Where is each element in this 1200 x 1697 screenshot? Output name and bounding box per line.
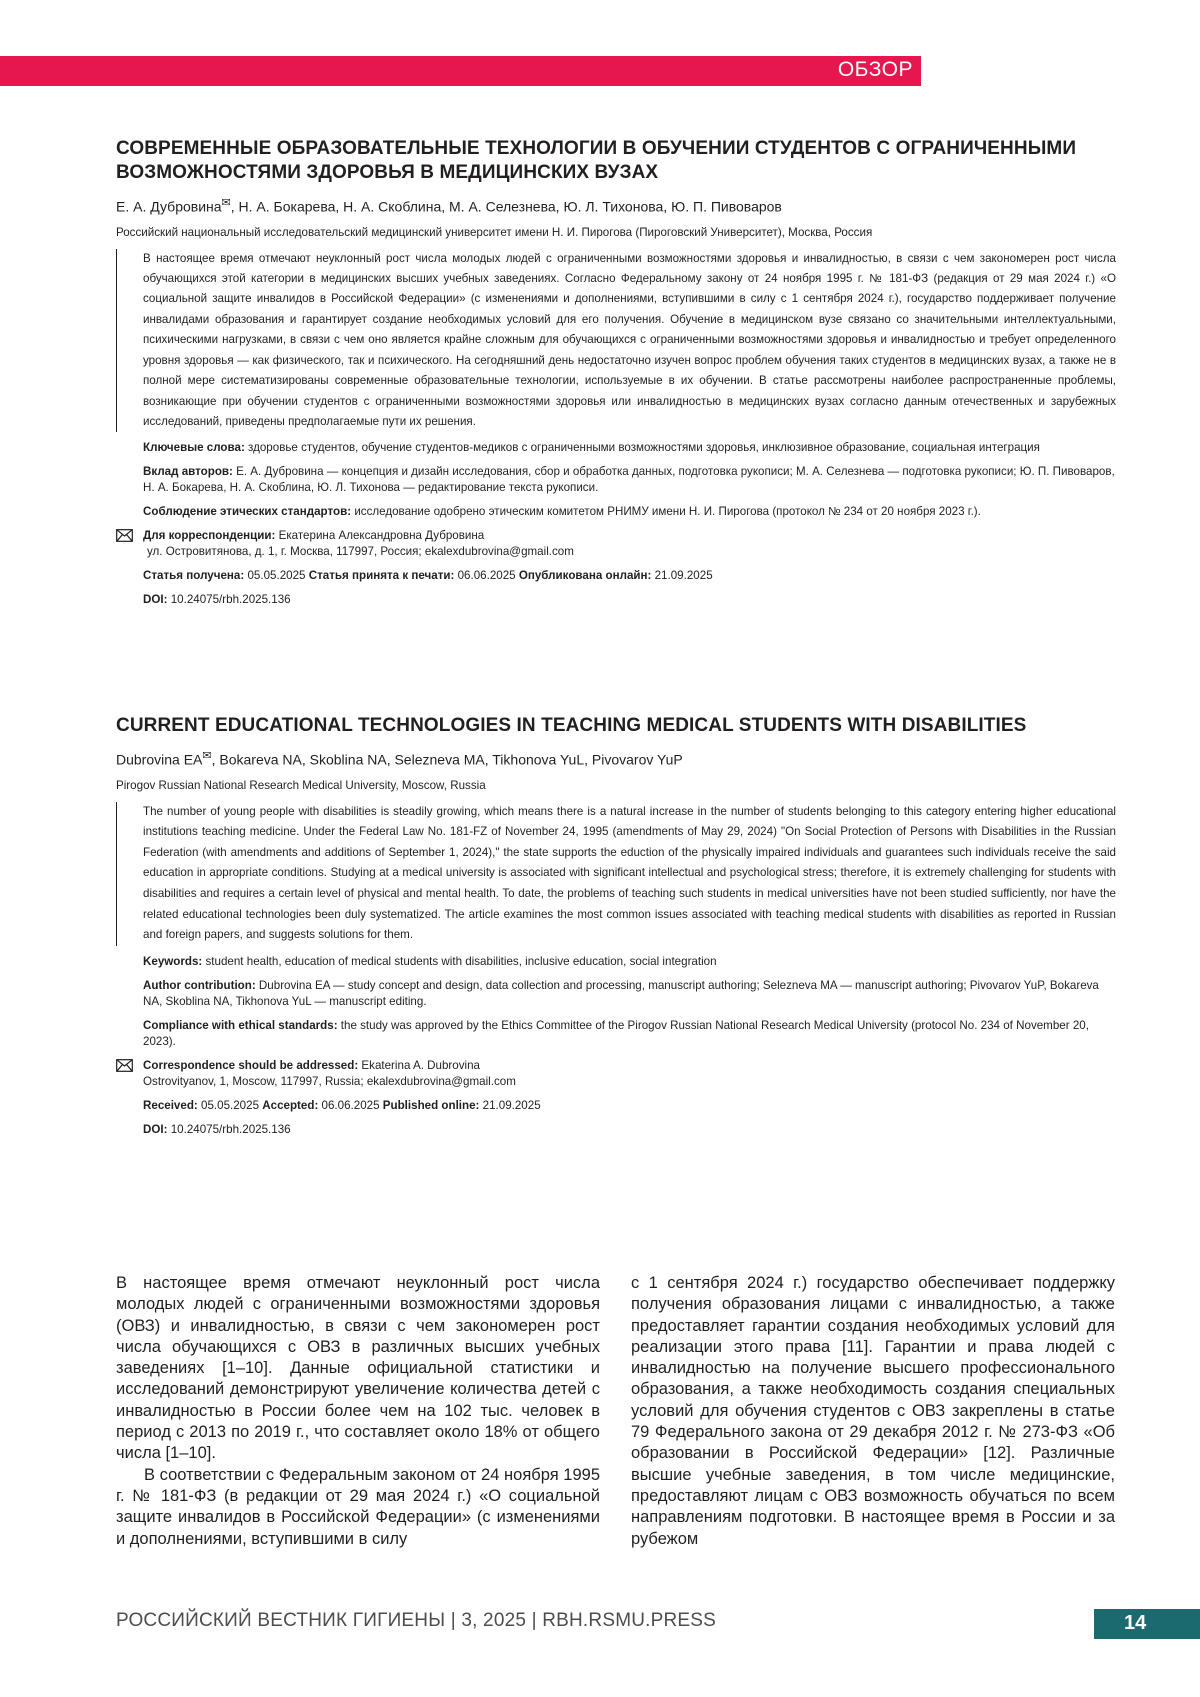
article-title-ru: СОВРЕМЕННЫЕ ОБРАЗОВАТЕЛЬНЫЕ ТЕХНОЛОГИИ В ОБУЧЕНИИ СТУДЕНТОВ С ОГРАНИЧЕННЫМИ ВОЗМОЖНОСТЯМИ ЗДОРОВЬЯ В МЕДИЦИНСКИХ ВУЗАХ [116,138,1077,183]
affiliation-ru: Российский национальный исследовательский медицинский университет имени Н. И. Пирогова (Пироговский Университет), Москва, Россия [116,225,873,239]
body-column-right [631,1273,1115,1550]
section-header-bar [0,56,921,86]
ethics-ru: Соблюдение этических стандартов: исследование одобрено этическим комитетом РНИМУ имени Н. И. Пирогова (протокол № 234 от 20 ноября 2023 г.). [143,505,981,519]
envelope-icon [116,1059,133,1072]
abstract-en: The number of young people with disabilities is steadily growing, which means there is a natural increase in the number of students belonging to this category entering higher educational institutions teaching medicine. Under the Federal Law No. 181-FZ of November 24, 1995 (amendments of May 29, 2024) "On Social Protection of Persons with Disabilities in the Russian Federation (with amendments and additions of September 1, 2024)," the state supports the eduction of the physically impaired individuals and guarantees such individuals receive the said education in appropriate conditions. Studying at a medical university is associated with significant intellectual and psychological stress; therefore, it is extremely challenging for students with disabilities and requires a certain level of physical and mental health. To date, the problems of teaching such students in medical universities have not been studied sufficiently, nor have the related educational technologies been duly systematized. The article examines the most common issues associated with teaching medical students with disabilities as reported in Russian and foreign papers, and suggests solutions for them. [116,802,1116,946]
doi-ru: DOI: 10.24075/rbh.2025.136 [143,593,291,607]
section-label: ОБЗОР [837,58,913,81]
correspondence-address-ru: ул. Островитянова, д. 1, г. Москва, 117997, Россия; ekalexdubrovina@gmail.com [147,545,574,559]
doi-en: DOI: 10.24075/rbh.2025.136 [143,1122,291,1136]
dates-en: Received: 05.05.2025 Accepted: 06.06.2025 Published online: 21.09.2025 [143,1098,541,1112]
envelope-icon [116,529,133,542]
correspondence-en: Correspondence should be addressed: Ekaterina A. Dubrovina Ostrovityanov, 1, Moscow, 117997, Russia; ekalexdubrovina@gmail.com [143,1058,1116,1090]
body-paragraph: В соответствии с Федеральным законом от 24 ноября 1995 г. № 181-ФЗ (в редакции от 29 мая 2024 г.) «О социальной защите инвалидов в Российской Федерации» (с изменениями и дополнениями, вступившими в силу [116,1465,600,1548]
abstract-ru: В настоящее время отмечают неуклонный рост числа молодых людей с ограниченными возможностями здоровья и инвалидностью, в связи с чем закономерен рост числа обучающихся этой категории в медицинских высших учебных заведениях. Согласно Федеральному закону от 24 ноября 1995 г. № 181-ФЗ (редакция от 29 мая 2024 г.) «О социальной защите инвалидов в Российской Федерации» (с изменениями и дополнениями, вступившими в силу с 1 сентября 2024 г.), государство поддерживает получение инвалидами образования и гарантирует создание необходимых условий для его получения. Обучение в медицинском вузе связано со значительными интеллектуальными, психическими нагрузками, в связи с чем оно является крайне сложным для обучающихся с ограниченными возможностями здоровья и инвалидностью и требует определенного уровня здоровья — как физического, так и психического. На сегодняшний день недостаточно изучен вопрос проблем обучения таких студентов в медицинских вузах, а также не в полной мере систематизированы современные образовательные технологии, используемые в их обучении. В статье рассмотрены наиболее распространенные проблемы, возникающие при обучении студентов с ограниченными возможностями здоровья или инвалидностью в медицинских вузах согласно данным отечественных и зарубежных исследований, приведены предполагаемые пути их решения. [116,249,1116,433]
affiliation-en: Pirogov Russian National Research Medical University, Moscow, Russia [116,778,486,792]
body-paragraph: В настоящее время отмечают неуклонный рост числа молодых людей с ограниченными возможностями здоровья (ОВЗ) и инвалидностью, в связи с чем закономерен рост числа обучающихся с ОВЗ в различных высших учебных заведениях [1–10]. Данные официальной статистики и исследований демонстрируют увеличение количества детей с инвалидностью в России более чем на 102 тыс. человек в период с 2013 по 2019 г., что составляет около 18% от общего числа [1–10]. [116,1274,600,1463]
authors-ru: Е. А. Дубровина✉, Н. А. Бокарева, Н. А. Скоблина, М. А. Селезнева, Ю. Л. Тихонова, Ю. П. Пивоваров [116,197,782,215]
article-title-en: CURRENT EDUCATIONAL TECHNOLOGIES IN TEACHING MEDICAL STUDENTS WITH DISABILITIES [116,715,1027,736]
envelope-icon: ✉ [202,750,212,762]
keywords-en: Keywords: student health, education of medical students with disabilities, inclusive education, social integration [143,954,717,968]
page-number-box [1094,1609,1200,1639]
correspondence-ru: Для корреспонденции: Екатерина Александровна Дубровина ул. Островитянова, д. 1, г. Москва, 117997, Россия; ekalexdubrovina@gmail.com [143,528,1116,560]
ethics-en: Compliance with ethical standards: the study was approved by the Ethics Committee of the Pirogov Russian National Research Medical University (protocol No. 234 of November 20, 2023). [143,1018,1089,1048]
author-contribution-ru: Вклад авторов: Е. А. Дубровина — концепция и дизайн исследования, сбор и обработка данных, подготовка рукописи; М. А. Селезнева — подготовка рукописи; Ю. П. Пивоваров, Н. А. Бокарева, Н. А. Скоблина, Ю. Л. Тихонова — редактирование текста рукописи. [143,465,1115,495]
dates-ru: Статья получена: 05.05.2025 Статья принята к печати: 06.06.2025 Опубликована онлайн: 21.09.2025 [143,569,713,583]
english-article-header [116,714,1116,1138]
page-number: 14 [1124,1612,1147,1634]
correspondence-address-en: Ostrovityanov, 1, Moscow, 117997, Russia; ekalexdubrovina@gmail.com [143,1074,516,1088]
journal-footer: РОССИЙСКИЙ ВЕСТНИК ГИГИЕНЫ | 3, 2025 | RBH.RSMU.PRESS [116,1610,717,1631]
doi-link-en[interactable]: 10.24075/rbh.2025.136 [167,1122,291,1136]
authors-en: Dubrovina EA✉, Bokareva NA, Skoblina NA, Selezneva MA, Tikhonova YuL, Pivovarov YuP [116,750,683,768]
body-paragraph: с 1 сентября 2024 г.) государство обеспечивает поддержку получения образования лицами с инвалидностью, а также предоставляет гарантии создания необходимых условий для реализации этого права [11]. Гарантии и права людей с инвалидностью на получение высшего профессионального образования, а также необходимость создания специальных условий для обучения студентов с ОВЗ закреплены в статье 79 Федерального закона от 29 декабря 2012 г. № 273-ФЗ «Об образовании в Российской Федерации» [12]. Различные высшие учебные заведения, в том числе медицинские, предоставляют лицам с ОВЗ возможность обучаться по всем направлениям подготовки. В настоящее время в России и за рубежом [631,1274,1115,1548]
doi-link-ru[interactable]: 10.24075/rbh.2025.136 [167,593,291,607]
author-contribution-en: Author contribution: Dubrovina EA — study concept and design, data collection and processing, manuscript authoring; Selezneva MA — manuscript authoring; Pivovarov YuP, Bokareva NA, Skoblina NA, Tikhonova YuL — manuscript editing. [143,978,1099,1008]
russian-article-header [116,137,1116,608]
envelope-icon: ✉ [221,197,231,209]
keywords-ru: Ключевые слова: здоровье студентов, обучение студентов-медиков с ограниченными возможностями здоровья, инклюзивное образование, социальная интеграция [143,441,1040,455]
body-column-left [116,1273,600,1550]
